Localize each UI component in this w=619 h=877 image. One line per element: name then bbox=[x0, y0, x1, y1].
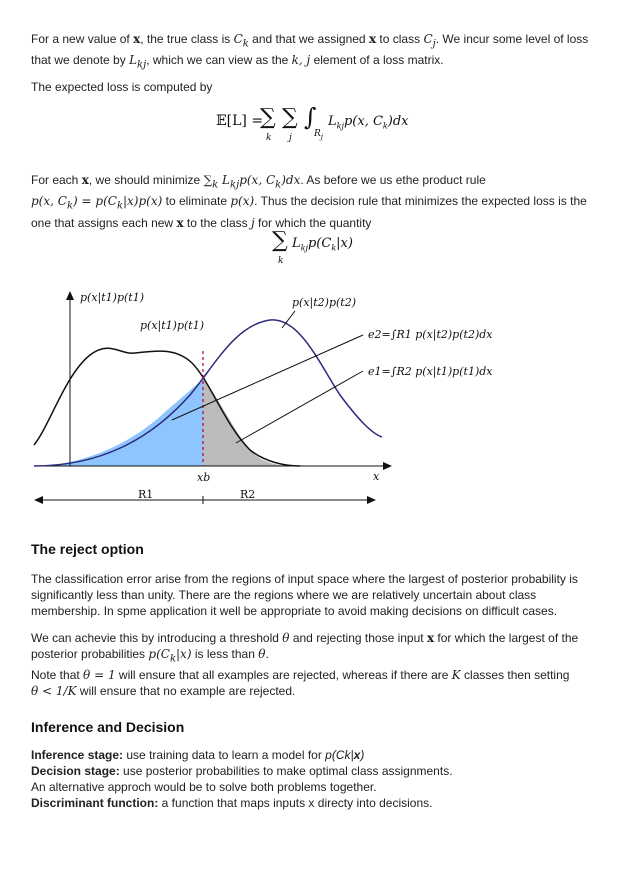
math-kj: k, j bbox=[291, 53, 311, 68]
math-x: x bbox=[133, 32, 141, 46]
eq1-integrand: $L_{kj}p(x$, $C_k)dx$ bbox=[328, 114, 409, 131]
math-j: j bbox=[250, 215, 255, 230]
text: , we should minimize bbox=[88, 173, 204, 187]
math-px: p(x) bbox=[230, 194, 255, 209]
term-inference-stage: Inference stage: bbox=[31, 748, 124, 762]
text: element of a loss matrix. bbox=[310, 53, 444, 68]
text: to class bbox=[376, 32, 424, 46]
math-x: x bbox=[368, 32, 377, 46]
curve1-label: p(x|t1)p(t1) bbox=[140, 319, 204, 332]
curve2-label: p(x|t2)p(t2) bbox=[292, 296, 356, 309]
e2-label: e2=∫R1 p(x|t2)p(t2)dx bbox=[368, 328, 493, 341]
text: We can achevie this by introducing a threshold bbox=[31, 631, 283, 645]
text: for which the quantity bbox=[254, 215, 372, 230]
text: . We incur some level of loss that we denote by bbox=[31, 32, 589, 68]
math-product-rule: p(x, $C_k) = p(C_k|x)p(x)$ bbox=[31, 194, 163, 212]
text: to the class bbox=[183, 215, 251, 230]
text: , the true class is bbox=[140, 32, 234, 46]
text: is less than bbox=[191, 647, 259, 661]
xb-label: xb bbox=[197, 471, 211, 484]
eq-lhs: 𝔼[L] = bbox=[216, 113, 264, 129]
math-posterior-inline: p(Ck|x) bbox=[325, 748, 365, 762]
math-K: K bbox=[451, 668, 461, 683]
math-cj: $C_j$ bbox=[423, 32, 436, 50]
math-theta-lt: θ < 1/K bbox=[31, 684, 77, 699]
text: . As before we us ethe product rule bbox=[300, 173, 486, 187]
term-decision-stage: Decision stage: bbox=[31, 764, 120, 778]
math-lkj: $L_{kj}$ bbox=[129, 53, 147, 71]
text: to eliminate bbox=[162, 194, 231, 209]
term-discriminant-function: Discriminant function: bbox=[31, 796, 159, 810]
section-title-inference-decision: Inference and Decision bbox=[31, 719, 185, 735]
text: classes then setting bbox=[460, 668, 570, 683]
text: will ensure that no example are rejected. bbox=[76, 684, 296, 699]
sum-index-k: k bbox=[278, 256, 284, 266]
text: and rejecting those input bbox=[289, 631, 427, 645]
text: use posterior probabilities to make optimal class assignments. bbox=[119, 764, 453, 778]
math-x: x bbox=[426, 631, 435, 645]
r1-label: R1 bbox=[138, 488, 154, 501]
text: and that we assigned bbox=[248, 32, 369, 46]
math-ck: $C_k$ bbox=[233, 32, 249, 50]
math-theta: θ bbox=[282, 631, 290, 645]
sum-symbol: ∑ bbox=[272, 228, 288, 253]
y-axis-label: p(x|t1)p(t1) bbox=[80, 291, 144, 304]
math-posterior: $p(C_k|x)$ bbox=[148, 647, 192, 665]
r2-label: R2 bbox=[240, 488, 256, 501]
math-x: x bbox=[81, 173, 89, 187]
equation-decision-quantity bbox=[272, 228, 382, 268]
text: . Thus the decision rule that minimizes the expected loss is the one that assigns each new bbox=[31, 194, 587, 230]
sum-symbol: ∑ bbox=[282, 105, 298, 130]
integral-symbol: ∫ bbox=[304, 103, 317, 131]
paragraph-expected-loss: The expected loss is computed by bbox=[31, 80, 213, 94]
text: Note that bbox=[31, 668, 84, 683]
text: , which we can view as the bbox=[146, 53, 292, 68]
e1-label: e1=∫R2 p(x|t1)p(t1)dx bbox=[368, 365, 493, 378]
paragraph-decision-rule bbox=[31, 172, 591, 231]
text: will ensure that all examples are rejected, whereas if there are bbox=[115, 668, 452, 683]
sum-index-j: j bbox=[289, 133, 292, 143]
inference-decision-list bbox=[31, 747, 591, 811]
sum-symbol: ∑ bbox=[260, 105, 276, 130]
integral-region: $R_j$ bbox=[314, 129, 323, 141]
math-theta-eq-1: θ = 1 bbox=[83, 668, 116, 683]
text: for which the largest of the posterior probabilities bbox=[31, 631, 579, 661]
paragraph-reject-1: The classification error arise from the regions of input space where the largest of posterior probability is significantly less than unity. There are the regions where we are relatively uncertain about class membership. In spme application it well be appropriate to avoid making decisions on difficult cases. bbox=[31, 572, 578, 618]
paragraph-reject-2 bbox=[31, 630, 591, 699]
text: An alternative approch would be to solve both problems together. bbox=[31, 780, 377, 794]
eq2-body: $L_{kj}p(C_k|x)$ bbox=[292, 236, 353, 253]
x-axis-label: x bbox=[373, 470, 380, 483]
section-title-reject-option: The reject option bbox=[31, 541, 144, 557]
paragraph-loss-intro bbox=[31, 31, 591, 74]
math-x: x bbox=[176, 215, 184, 230]
text: . bbox=[265, 647, 269, 661]
sum-index-k: k bbox=[266, 133, 272, 143]
math-sum-expr: $\sum_k$ $L_{kj}p(x$, $C_k)dx$ bbox=[203, 173, 301, 191]
text: a function that maps inputs x directy into decisions. bbox=[158, 796, 433, 810]
text: For a new value of bbox=[31, 32, 134, 46]
figure-labels bbox=[0, 285, 619, 525]
text: use training data to learn a model for bbox=[123, 748, 326, 762]
equation-expected-loss bbox=[216, 103, 446, 147]
text: For each bbox=[31, 173, 82, 187]
math-theta: θ bbox=[258, 647, 266, 661]
